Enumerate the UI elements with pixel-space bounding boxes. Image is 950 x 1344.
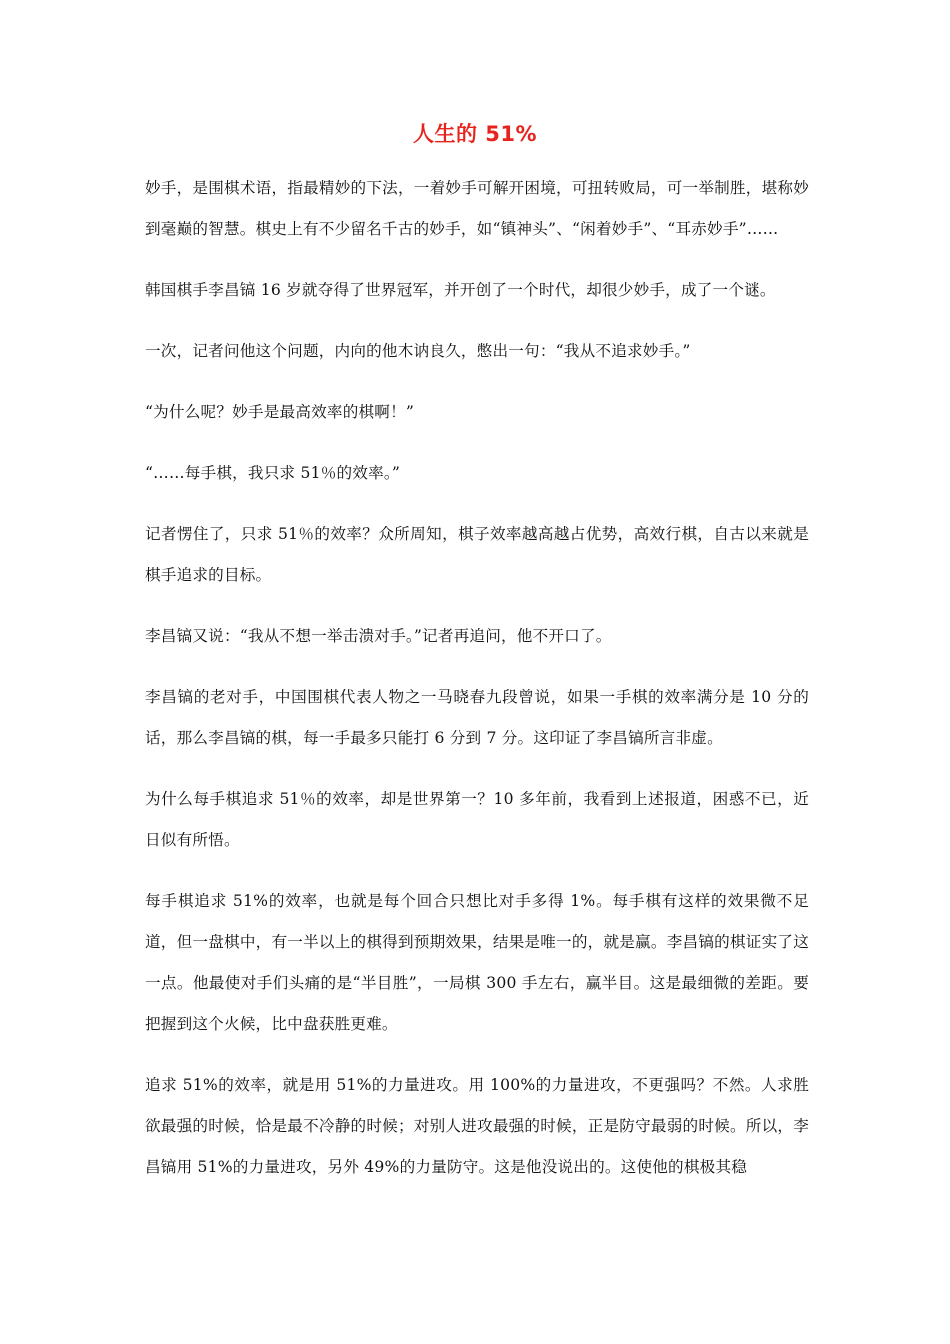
- article-body: [145, 168, 809, 1208]
- paragraph: 追求 51%的效率，就是用 51%的力量进攻。用 100%的力量进攻，不更强吗？不然。人求胜欲最强的时候，恰是最不冷静的时候；对别人进攻最强的时候，正是防守最弱的时候。所以，李昌镐用 51%的力量进攻，另外 49%的力量防守。这是他没说出的。这使他的棋极其稳: [145, 1076, 809, 1176]
- paragraph: 为什么每手棋追求 51％的效率，却是世界第一？10 多年前，我看到上述报道，困惑不已，近日似有所悟。: [145, 790, 809, 849]
- paragraph: 妙手，是围棋术语，指最精妙的下法，一着妙手可解开困境，可扭转败局，可一举制胜，堪称妙到毫巅的智慧。棋史上有不少留名千古的妙手，如“镇神头”、“闲着妙手”、“耳赤妙手”……: [145, 179, 809, 238]
- paragraph: “……每手棋，我只求 51％的效率。”: [145, 464, 401, 482]
- paragraph: 李昌镐又说：“我从不想一举击溃对手。”记者再追问，他不开口了。: [145, 627, 612, 645]
- paragraph: 一次，记者问他这个问题，内向的他木讷良久，憋出一句：“我从不追求妙手。”: [145, 342, 691, 360]
- paragraph: 每手棋追求 51%的效率，也就是每个回合只想比对手多得 1%。每手棋有这样的效果微不足道，但一盘棋中，有一半以上的棋得到预期效果，结果是唯一的，就是赢。李昌镐的棋证实了这一点。他最使对手们头痛的是“半目胜”，一局棋 300 手左右，赢半目。这是最细微的差距。要把握到这个火候，比中盘获胜更难。: [145, 892, 809, 1033]
- page-title: 人生的 51%: [412, 122, 538, 146]
- paragraph: 记者愣住了，只求 51％的效率？众所周知，棋子效率越高越占优势，高效行棋，自古以来就是棋手追求的目标。: [145, 525, 809, 584]
- paragraph: 韩国棋手李昌镐 16 岁就夺得了世界冠军，并开创了一个时代，却很少妙手，成了一个谜。: [145, 281, 776, 299]
- paragraph: “为什么呢？妙手是最高效率的棋啊！”: [145, 403, 415, 421]
- paragraph: 李昌镐的老对手，中国围棋代表人物之一马晓春九段曾说，如果一手棋的效率满分是 10 分的话，那么李昌镐的棋，每一手最多只能打 6 分到 7 分。这印证了李昌镐所言非虚。: [145, 688, 809, 747]
